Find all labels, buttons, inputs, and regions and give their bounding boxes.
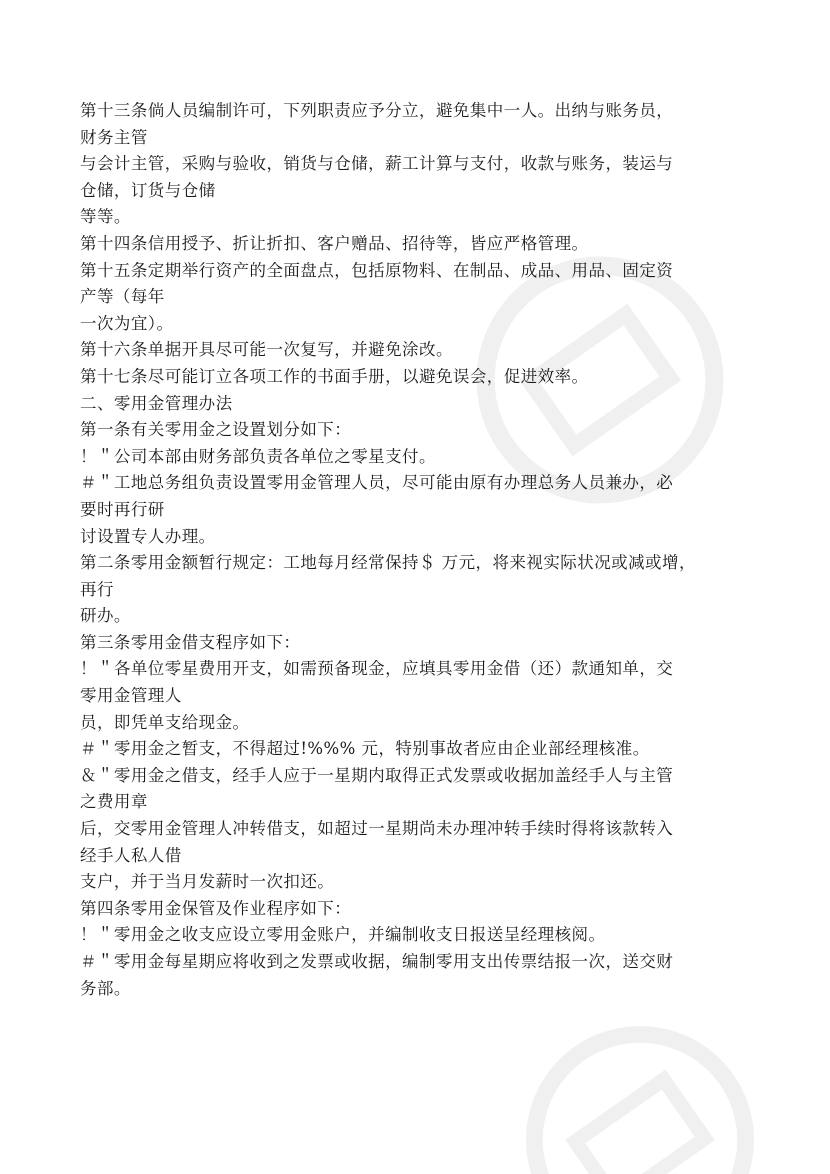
text-line: 第十六条单据开具尽可能一次复写，并避免涂改。 [80, 340, 453, 360]
text-line: ＆＂零用金之借支，经手人应于一星期内取得正式发票或收据加盖经手人与主管 [80, 765, 674, 785]
text-line: ！＂零用金之收支应设立零用金账户，并编制收支日报送呈经理核阅。 [80, 925, 606, 945]
text-line: 产等（每年 [80, 287, 165, 307]
document-body [80, 98, 760, 1002]
text-line: 财务主管 [80, 127, 148, 147]
text-line: 第十五条定期举行资产的全面盘点，包括原物料、在制品、成品、用品、固定资 [80, 260, 674, 280]
text-line: 第二条零用金额暂行规定：工地每月经常保持＄ 万元，将来视实际状况或减或增， [80, 553, 696, 573]
text-line: ＃＂零用金每星期应将收到之发票或收据，编制零用支出传票结报一次，送交财 [80, 952, 674, 971]
text-line: 研办。 [80, 606, 131, 626]
section-heading: 二、零用金管理办法 [80, 393, 233, 413]
text-line: 讨设置专人办理。 [80, 526, 216, 546]
text-line: ＃＂工地总务组负责设置零用金管理人员，尽可能由原有办理总务人员兼办，必 [80, 473, 674, 493]
text-line: 一次为宜）。 [80, 313, 174, 333]
text-line: 要时再行研 [80, 499, 165, 519]
text-line: 支户，并于当月发薪时一次扣还。 [80, 872, 335, 892]
watermark-icon [520, 1020, 760, 1174]
text-line: 与会计主管，采购与验收，销货与仓储，薪工计算与支付，收款与账务，装运与 [80, 154, 674, 174]
text-line: 之费用章 [80, 792, 148, 812]
text-line: ！＂各单位零星费用开支，如需预备现金，应填具零用金借（还）款通知单，交 [80, 659, 674, 679]
text-line: 零用金管理人 [80, 686, 182, 706]
text-line: 第十七条尽可能订立各项工作的书面手册，以避免误会，促进效率。 [80, 366, 589, 386]
text-line: 再行 [80, 579, 114, 599]
text-line: 第四条零用金保管及作业程序如下： [80, 898, 352, 918]
text-line: 员，即凭单支给现金。 [80, 712, 250, 732]
text-line: 等等。 [80, 207, 131, 227]
text-line: 第三条零用金借支程序如下： [80, 632, 301, 652]
text-line: 经手人私人借 [80, 845, 182, 865]
text-line: 务部。 [80, 978, 131, 998]
text-line: ！＂公司本部由财务部负责各单位之零星支付。 [80, 446, 436, 466]
text-line: 后，交零用金管理人冲转借支，如超过一星期尚未办理冲转手续时得将该款转入 [80, 819, 674, 839]
text-line: ＃＂零用金之暂支，不得超过!%%% 元，特别事故者应由企业部经理核准。 [80, 739, 650, 759]
text-line: 第十四条信用授予、折让折扣、客户赠品、招待等，皆应严格管理。 [80, 233, 589, 253]
text-line: 第一条有关零用金之设置划分如下： [80, 420, 352, 440]
text-line: 第十三条倘人员编制许可，下列职责应予分立，避免集中一人。出纳与账务员， [80, 101, 674, 120]
text-line: 仓储，订货与仓储 [80, 180, 216, 200]
